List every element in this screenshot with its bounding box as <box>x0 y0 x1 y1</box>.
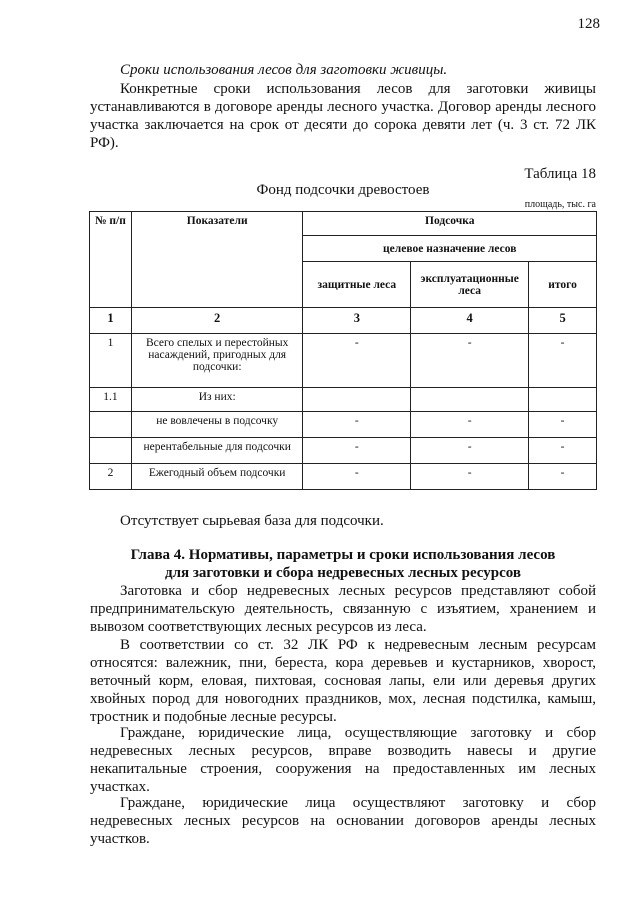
table-row <box>90 438 597 464</box>
table-row <box>90 464 597 490</box>
table-label: Таблица 18 <box>524 166 596 182</box>
row-protective: - <box>303 412 411 438</box>
row-total: - <box>529 438 597 464</box>
row-name: Всего спелых и перестойных насаждений, пригодных для подсочки: <box>131 334 303 388</box>
row-protective: - <box>303 464 411 490</box>
header-protective: защитные леса <box>303 262 411 308</box>
row-operational <box>411 388 529 412</box>
row-operational: - <box>411 438 529 464</box>
table-row <box>90 412 597 438</box>
column-number: 2 <box>131 308 303 334</box>
paragraph-2: В соответствии со ст. 32 ЛК РФ к недревесным лесным ресурсам относятся: валежник, пни, береста, кора деревьев и кустарников, хворост, веточный корм, еловая, пихтовая, сосновая лапы, ели или деревья других хвойных пород для новогодних праздников, мох, лесная подстилка, камыш, тростник и подобные лесные ресурсы. <box>90 637 596 725</box>
row-name: не вовлечены в подсочку <box>131 412 303 438</box>
row-total: - <box>529 334 597 388</box>
row-num: 1.1 <box>90 388 132 412</box>
table-row <box>90 334 597 388</box>
row-name: Из них: <box>131 388 303 412</box>
header-tapping: Подсочка <box>303 212 597 236</box>
column-number: 5 <box>529 308 597 334</box>
row-protective <box>303 388 411 412</box>
chapter-title-line1: Глава 4. Нормативы, параметры и сроки использования лесов <box>130 547 556 563</box>
row-total <box>529 388 597 412</box>
row-total: - <box>529 412 597 438</box>
header-num: № п/п <box>90 212 132 308</box>
paragraph-4: Граждане, юридические лица осуществляют заготовку и сбор недревесных лесных ресурсов на основании договоров аренды лесных участков. <box>90 795 596 847</box>
page-number: 128 <box>577 16 600 32</box>
chapter-title-line2: для заготовки и сбора недревесных лесных ресурсов <box>165 565 521 581</box>
row-total: - <box>529 464 597 490</box>
header-purpose: целевое назначение лесов <box>303 236 597 262</box>
row-protective: - <box>303 334 411 388</box>
table-row <box>90 388 597 412</box>
row-operational: - <box>411 334 529 388</box>
header-indicators: Показатели <box>131 212 303 308</box>
paragraph-3: Граждане, юридические лица, осуществляющие заготовку и сбор недревесных лесных ресурсов, вправе возводить навесы и другие некапитальные строения, сооружения на предоставленных им лесных участках. <box>90 725 596 795</box>
column-number: 3 <box>303 308 411 334</box>
header-total: итого <box>529 262 597 308</box>
table-title: Фонд подсочки древостоев <box>256 182 430 198</box>
column-number: 4 <box>411 308 529 334</box>
intro-paragraph: Конкретные сроки использования лесов для заготовки живицы устанавливаются в договоре аренды лесного участка. Договор аренды лесного участка заключается на срок от десяти до сорока девяти лет (ч. 3 ст. 72 ЛК РФ). <box>90 81 596 151</box>
row-protective: - <box>303 438 411 464</box>
tapping-fund-table <box>89 211 597 490</box>
column-number: 1 <box>90 308 132 334</box>
section-title: Сроки использования лесов для заготовки живицы. <box>120 62 448 78</box>
row-name: Ежегодный объем подсочки <box>131 464 303 490</box>
row-num <box>90 438 132 464</box>
row-num <box>90 412 132 438</box>
row-operational: - <box>411 464 529 490</box>
row-name: нерентабельные для подсочки <box>131 438 303 464</box>
row-num: 1 <box>90 334 132 388</box>
after-table-text: Отсутствует сырьевая база для подсочки. <box>120 513 384 529</box>
table-units: площадь, тыс. га <box>524 199 596 210</box>
header-operational: эксплуатационные леса <box>411 262 529 308</box>
paragraph-1: Заготовка и сбор недревесных лесных ресурсов представляют собой предпринимательскую деятельность, связанную с изъятием, хранением и вывозом соответствующих лесных ресурсов из леса. <box>90 583 596 635</box>
row-num: 2 <box>90 464 132 490</box>
chapter-title <box>90 546 596 582</box>
row-operational: - <box>411 412 529 438</box>
